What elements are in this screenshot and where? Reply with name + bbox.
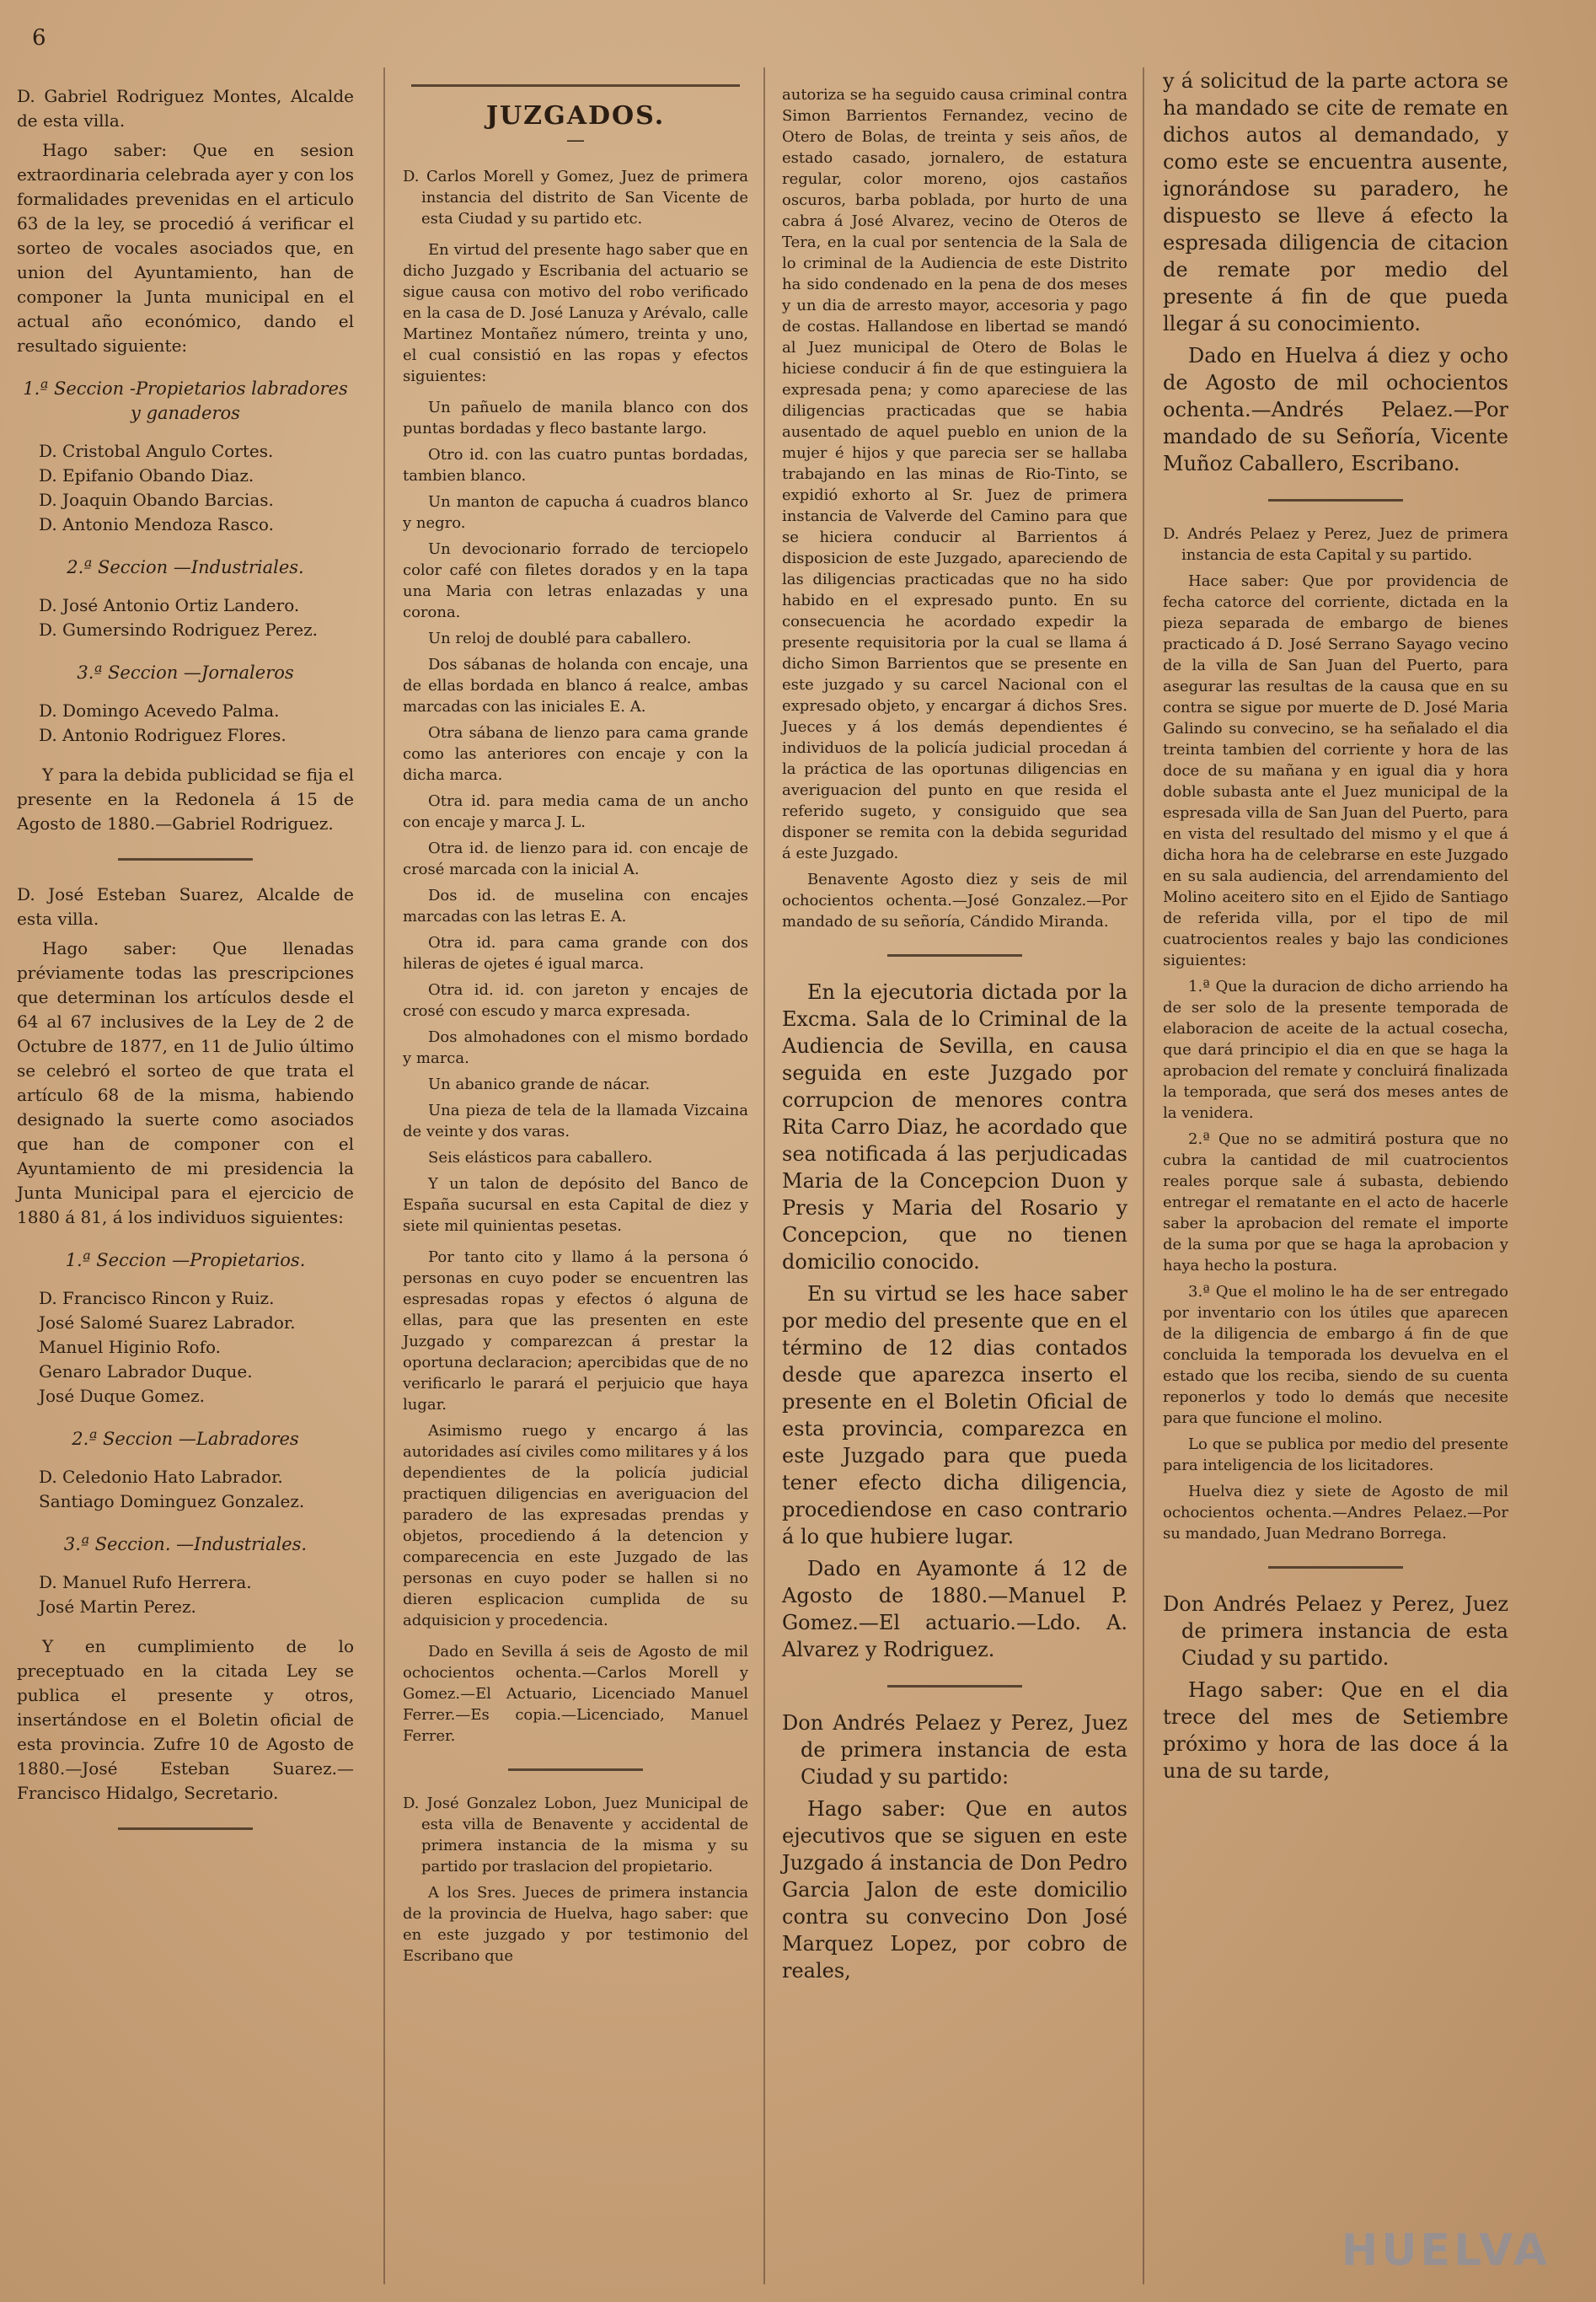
notice-body: autoriza se ha seguido causa criminal contra Simon Barrientos Fernandez, vecino de Otero de Bolas, de treinta y seis años, de estado casado, jornalero, de estatura regular, color moreno, ojos castaños oscuros, barba poblada, por hurto de una cabra á José Alvarez, vecino de Oteros de Tera, en la cual por sentencia de la Sala de lo criminal de la Audiencia de este Distrito ha sido condenado en la pena de dos meses y un dia de arresto mayor, accesoria y pago de costas. Hallandose en libertad se mandó al Juez municipal de Otero de Bolas le hiciese conducir á fin de que estinguiera la expresada pena; y como apareciese de las diligencias practicadas que se habia ausentado de aquel pueblo en union de la mujer é hijos y que parecia ser se hallaba trabajando en las minas de Rio-Tinto, se expidió exhorto al Sr. Juez de primera instancia de Valverde del Camino para que se hiciera conducir al Barrientos á disposicion de este Juzgado, apareciendo de las diligencias practicadas que no ha sido habido en el expresado punto. En su consecuencia he acordado expedir la presente requisitoria por la cual se llama á dicho Simon Barrientos que se presente en este juzgado y su carcel Nacional con el expresado objeto, y encargar á dichos Sres. Jueces y á los demás dependientes é individuos de la policía judicial procedan á la práctica de las oportunas diligencias en averiguacion del punto en que resida el referido sugeto, y consiguido que sea disponer se remita con la debida seguridad á este Juzgado. — [782, 86, 1127, 862]
section-heading: 2.ª Seccion —Labradores — [72, 1429, 299, 1449]
member-name: D. Cristobal Angulo Cortes. — [39, 441, 274, 461]
notice-title: D. Gabriel Rodriguez Montes, Alcalde de esta villa. — [17, 86, 354, 131]
member-name: D. Gumersindo Rodriguez Perez. — [39, 620, 318, 640]
list-item: Otro id. con las cuatro puntas bordadas, tambien blanco. — [403, 446, 748, 485]
notice-body: Asimismo ruego y encargo á las autoridades así civiles como militares y á los dependientes de la policía judicial practiquen diligencias en averiguacion del paradero de las expresadas prendas y objetos, procediendo á la detencion y comparecencia en este Juzgado de las personas en cuyo poder se hallen si no dieren esplicacion cumplida de su adquisicion y procedencia. — [403, 1422, 748, 1629]
condition-item: 3.ª Que el molino le ha de ser entregado por inventario con los útiles que aparecen de la diligencia de embargo á fin de que concluida la temporada los devuelva en el estado que los reciba, siendo de su cuenta reponerlos y todo lo demás que necesite para que funcione el molino. — [1163, 1283, 1508, 1427]
member-name: D. Antonio Rodriguez Flores. — [39, 725, 287, 745]
notice-closing: Huelva diez y siete de Agosto de mil ochocientos ochenta.—Andres Pelaez.—Por su mandado, Juan Medrano Borrega. — [1163, 1483, 1508, 1543]
member-name: D. Joaquin Obando Barcias. — [39, 490, 274, 510]
notice-body: A los Sres. Jueces de primera instancia de la provincia de Huelva, hago saber: que en este juzgado y por testimonio del Escribano que — [403, 1884, 748, 1965]
section-title: JUZGADOS. — [485, 101, 666, 131]
member-name: Santiago Dominguez Gonzalez. — [39, 1491, 305, 1511]
list-item: Un devocionario forrado de terciopelo color café con filetes dorados y en la tapa una Maria con letras enlazadas y una corona. — [403, 540, 748, 621]
page-number: 6 — [32, 25, 46, 51]
column-4 — [1163, 69, 1508, 2284]
list-item: Otra id. de lienzo para id. con encaje de crosé marcada con la inicial A. — [403, 840, 748, 878]
member-name: José Salomé Suarez Labrador. — [39, 1312, 296, 1333]
separator — [508, 1768, 643, 1771]
notice-closing: Y para la debida publicidad se fija el presente en la Redonela á 15 de Agosto de 1880.—Gabriel Rodriguez. — [17, 765, 354, 834]
notice-title: Don Andrés Pelaez y Perez, Juez de primera instancia de esta Ciudad y su partido: — [782, 1711, 1127, 1789]
notice-body: Hago saber: Que en el dia trece del mes de Setiembre próximo y hora de las doce á la una de su tarde, — [1163, 1678, 1508, 1783]
section-heading: 3.ª Seccion. —Industriales. — [63, 1534, 308, 1554]
member-name: Manuel Higinio Rofo. — [39, 1337, 222, 1357]
notice-closing: Dado en Huelva á diez y ocho de Agosto de mil ochocientos ochenta.—Andrés Pelaez.—Por mandado de su Señoría, Vicente Muñoz Caballero, Escribano. — [1163, 344, 1508, 475]
section-heading: 3.ª Seccion —Jornaleros — [77, 663, 294, 683]
notice-body: Hago saber: Que en autos ejecutivos que se siguen en este Juzgado á instancia de Don Pedro Garcia Jalon de este domicilio contra su convecino Don José Marquez Lopez, por cobro de reales, — [782, 1797, 1127, 1983]
notice-closing: Benavente Agosto diez y seis de mil ochocientos ochenta.—José Gonzalez.—Por mandado de su señoría, Cándido Miranda. — [782, 871, 1127, 931]
column-rule — [763, 67, 765, 2284]
condition-item: 1.ª Que la duracion de dicho arriendo ha de ser solo de la presente temporada de elaboracion de aceite de la actual cosecha, que dará principio el dia en que se haga la aprobacion del remate y concluirá finalizada la temporada, que será dos meses antes de la venidera. — [1163, 978, 1508, 1122]
separator — [887, 954, 1022, 957]
separator — [1268, 499, 1403, 502]
section-heading: 1.ª Seccion -Propietarios labradores y ganaderos — [23, 378, 348, 423]
notice-title: D. Carlos Morell y Gomez, Juez de primera instancia del distrito de San Vicente de esta Ciudad y su partido etc. — [403, 168, 748, 228]
notice-closing: Dado en Sevilla á seis de Agosto de mil ochocientos ochenta.—Carlos Morell y Gomez.—El Actuario, Licenciado Manuel Ferrer.—Es copia.—Licenciado, Manuel Ferrer. — [403, 1643, 748, 1745]
separator — [118, 1827, 253, 1830]
notice-body: Hago saber: Que en sesion extraordinaria celebrada ayer y con los formalidades prevenidas en el articulo 63 de la ley, se procedió á verificar el sorteo de vocales asociados que, en union del Ayuntamiento, han de componer la Junta municipal en el actual año económico, dando el resultado siguiente: — [17, 140, 354, 356]
notice-body: Hago saber: Que llenadas préviamente todas las prescripciones que determinan los artículos desde el 64 al 67 inclusives de la Ley de 2 de Octubre de 1877, en 11 de Julio último se celebró el sorteo de que trata el artículo 68 de la misma, habiendo designado la suerte como asociados que han de componer con el Ayuntamiento de mi presidencia la Junta Municipal para el ejercicio de 1880 á 81, á los individuos siguientes: — [17, 938, 354, 1227]
column-rule — [1143, 67, 1144, 2284]
member-name: José Martin Perez. — [39, 1596, 196, 1617]
column-rule — [383, 67, 385, 2284]
notice-body: y á solicitud de la parte actora se ha mandado se cite de remate en dichos autos al demandado, y como este se encuentra ausente, ignorándose su paradero, he dispuesto se lleve á efecto la espresada diligencia de citacion de remate por medio del presente á fin de que pueda llegar á su conocimiento. — [1163, 69, 1508, 335]
separator — [887, 1685, 1022, 1688]
list-item: Un abanico grande de nácar. — [428, 1076, 651, 1093]
list-item: Otra id. para cama grande con dos hileras de ojetes é igual marca. — [403, 934, 748, 973]
list-item: Otra id. para media cama de un ancho con encaje y marca J. L. — [403, 792, 748, 831]
archive-stamp-watermark: HUELVA — [1341, 2225, 1550, 2276]
list-item: Dos almohadones con el mismo bordado y marca. — [403, 1028, 748, 1067]
notice-closing: Dado en Ayamonte á 12 de Agosto de 1880.—Manuel P. Gomez.—El actuario.—Ldo. A. Alvarez y Rodriguez. — [782, 1557, 1127, 1661]
list-item: Un manton de capucha á cuadros blanco y negro. — [403, 493, 748, 532]
list-item: Dos id. de muselina con encajes marcadas con las letras E. A. — [403, 887, 748, 926]
member-name: José Duque Gomez. — [39, 1386, 206, 1406]
member-name: D. Celedonio Hato Labrador. — [39, 1467, 283, 1487]
list-item: Dos sábanas de holanda con encaje, una de ellas bordada en blanco á realce, ambas marcadas con las iniciales E. A. — [403, 656, 748, 716]
section-heading: 1.ª Seccion —Propietarios. — [65, 1250, 306, 1270]
notice-title: D. José Gonzalez Lobon, Juez Municipal de esta villa de Benavente y accidental de primera instancia de la misma y su partido por traslacion del propietario. — [403, 1795, 748, 1875]
column-3 — [782, 84, 1127, 2284]
list-item: Una pieza de tela de la llamada Vizcaina de veinte y dos varas. — [403, 1102, 748, 1140]
separator — [411, 84, 740, 87]
notice-body: En virtud del presente hago saber que en dicho Juzgado y Escribania del actuario se sigue causa con motivo del robo verificado en la casa de D. José Lanuza y Arévalo, calle Martinez Montañez número, treinta y uno, el cual consistió en las ropas y efectos siguientes: — [403, 241, 748, 385]
list-item: Seis elásticos para caballero. — [428, 1149, 653, 1167]
condition-item: 2.ª Que no se admitirá postura que no cubra la cantidad de mil cuatrocientos reales porque sale á subasta, debiendo entregar el rematante en el acto de hacerle saber la aprobacion del remate el importe de la suma por que se haga la aprobacion y haya hecho la postura. — [1163, 1130, 1508, 1274]
member-name: Genaro Labrador Duque. — [39, 1361, 253, 1382]
heading-dash: — — [566, 130, 585, 151]
notice-title: D. José Esteban Suarez, Alcalde de esta villa. — [17, 884, 354, 929]
section-heading: 2.ª Seccion —Industriales. — [67, 557, 304, 577]
list-item: Otra id. id. con jareton y encajes de crosé con escudo y marca expresada. — [403, 981, 748, 1020]
column-2 — [403, 84, 748, 2284]
notice-closing: Y en cumplimiento de lo preceptuado en la citada Ley se publica el presente y otros, insertándose en el Boletin oficial de esta provincia. Zufre 10 de Agosto de 1880.—José Esteban Suarez.—Francisco Hidalgo, Secretario. — [17, 1636, 354, 1803]
column-1 — [17, 84, 354, 2284]
notice-body: En su virtud se les hace saber por medio del presente que en el término de 12 dias contados desde que aparezca inserto el presente en el Boletin Oficial de esta provincia, comparezca en este Juzgado para que pueda tener efecto dicha diligencia, procediendose en caso contrario á lo que hubiere lugar. — [782, 1282, 1127, 1548]
member-name: D. Antonio Mendoza Rasco. — [39, 514, 274, 534]
separator — [1268, 1566, 1403, 1569]
list-item: Y un talon de depósito del Banco de España sucursal en esta Capital de diez y siete mil quinientas pesetas. — [403, 1175, 748, 1235]
member-name: D. Epifanio Obando Diaz. — [39, 465, 254, 486]
separator — [118, 858, 253, 861]
member-name: D. Francisco Rincon y Ruiz. — [39, 1288, 275, 1308]
notice-title: D. Andrés Pelaez y Perez, Juez de primera instancia de esta Capital y su partido. — [1163, 525, 1508, 564]
notice-body: En la ejecutoria dictada por la Excma. Sala de lo Criminal de la Audiencia de Sevilla, en causa seguida en este Juzgado por corrupcion de menores contra Rita Carro Diaz, he acordado que sea notificada á las perjudicadas Maria de la Concepcion Duon y Presis y Maria del Rosario y Concepcion, que no tienen domicilio conocido. — [782, 980, 1127, 1274]
notice-body: Por tanto cito y llamo á la persona ó personas en cuyo poder se encuentren las espresadas ropas y efectos ó alguna de ellas, para que las presenten en este Juzgado y comparezcan á prestar la oportuna declaracion; apercibidas que de no verificarlo le parará el perjuicio que haya lugar. — [403, 1248, 748, 1414]
list-item: Un reloj de doublé para caballero. — [428, 630, 692, 647]
notice-body: Lo que se publica por medio del presente para inteligencia de los licitadores. — [1163, 1435, 1508, 1474]
list-item: Otra sábana de lienzo para cama grande como las anteriores con encaje y con la dicha marca. — [403, 724, 748, 784]
member-name: D. Manuel Rufo Herrera. — [39, 1572, 252, 1592]
notice-body: Hace saber: Que por providencia de fecha catorce del corriente, dictada en la pieza separada de embargo de bienes practicado á D. José Serrano Sayago vecino de la villa de San Juan del Puerto, para asegurar las resultas de la causa que en su contra se sigue por muerte de D. José Maria Galindo su convecino, se ha señalado el dia treinta tambien del corriente y hora de las doce de su mañana y en igual dia y hora doble subasta ante el Juez municipal de la espresada villa de San Juan del Puerto, para en vista del resultado del mismo y el que á dicha hora ha de celebrarse en este Juzgado en su sala audiencia, del arrendamiento del Molino aceitero sito en el Ejido de Santiago de referida villa, por el tipo de mil cuatrocientos reales y bajo las condiciones siguientes: — [1163, 572, 1508, 969]
member-name: D. Domingo Acevedo Palma. — [39, 700, 280, 721]
notice-title: Don Andrés Pelaez y Perez, Juez de primera instancia de esta Ciudad y su partido. — [1163, 1592, 1508, 1670]
list-item: Un pañuelo de manila blanco con dos puntas bordadas y fleco bastante largo. — [403, 399, 748, 437]
member-name: D. José Antonio Ortiz Landero. — [39, 595, 300, 615]
